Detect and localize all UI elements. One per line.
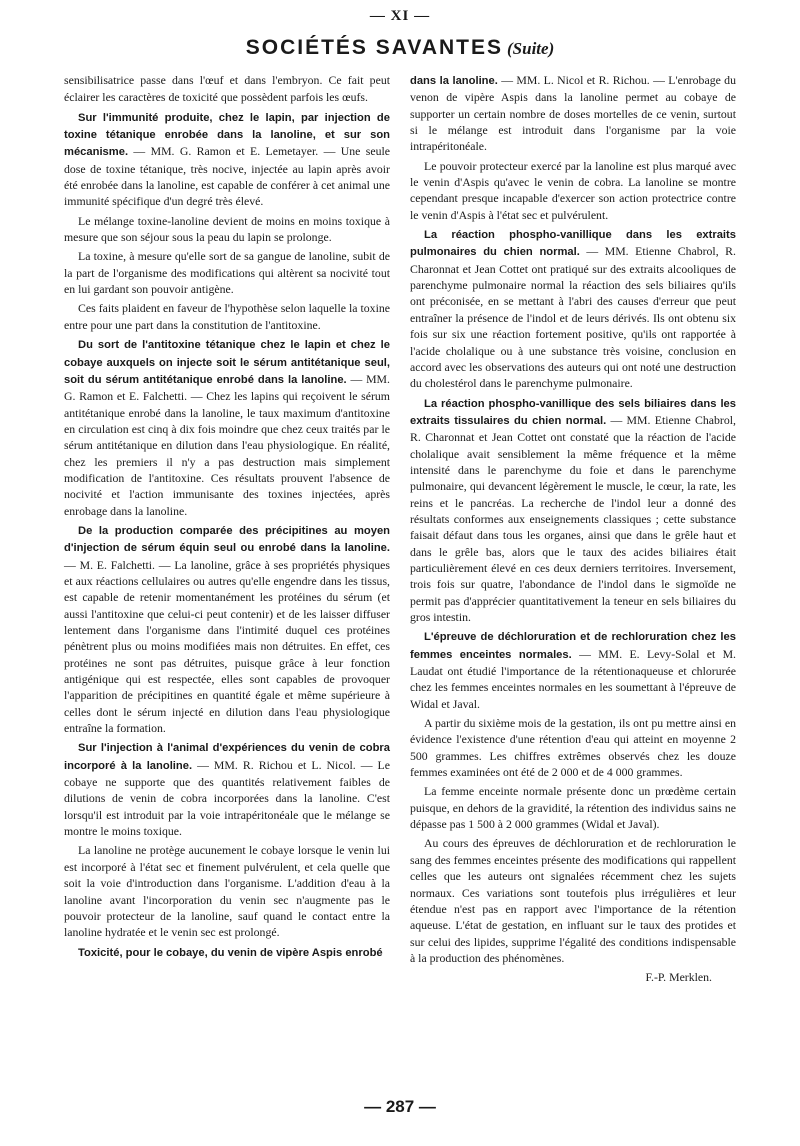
paragraph: Le pouvoir protecteur exercé par la lanoline est plus marqué avec le venin d'Aspis qu'avec le venin de cobra. La lanoline se montre cependant presque incapable d'exercer son action protectrice contre le venin d'Aspis à l'état sec et pulvérulent. (410, 158, 736, 222)
paragraph: sensibilisatrice passe dans l'œuf et dans l'embryon. Ce fait peut éclairer les caractères de toxicité que possèdent parfois les œufs. (64, 73, 390, 105)
article-heading: La réaction phospho-vanillique des sels biliaires dans les extraits tissulaires du chien normal. (410, 397, 736, 427)
article-heading: L'épreuve de déchloruration et de rechloruration chez les femmes enceintes normales. (410, 631, 736, 661)
paragraph: La réaction phospho-vanillique des sels biliaires dans les extraits tissulaires du chien normal. — MM. Etienne Chabrol, R. Charonnat et Jean Cottet ont constaté que la réaction de l'acide cholalique avait sensiblement la même fréquence et la même intensité dans le parenchyme du foie et dans le parenchyme pulmonaire, qui devancent légèrement le muscle, le cœur, la rate, les reins et le pancréas. La recherche de l'indol leur a donné des résultats conformes aux enseignements classiques ; cette substance faisait défaut dans tous les organes, ainsi que dans le grêle haut et dans le grêle bas, alors que le taux des acides biliaires était particulièrement élevé en ces deux derniers territoires. Inversement, trois fois sur quatre, l'abondance de l'indol dans le sigmoïde ne permit pas d'apprécier quantitativement la teneur en sels biliaires du gros intestin. (410, 397, 736, 624)
paragraph: La femme enceinte normale présente donc un prœdème certain puisque, en dehors de la gravidité, la rétention des individus sains ne dépasse pas 1 500 à 2 000 grammes (Widal et Javal). (410, 784, 736, 832)
paragraph: Le mélange toxine-lanoline devient de moins en moins toxique à mesure que son séjour sous la peau du lapin se prolonge. (64, 213, 390, 245)
paragraph: La réaction phospho-vanillique dans les extraits pulmonaires du chien normal. — MM. Etienne Chabrol, R. Charonnat et Jean Cottet ont pratiqué sur des extraits alcooliques de parenchyme pulmonaire normal la réaction des sels biliaires qu'ils ont préconisée, en se mettant à l'abri des causes d'erreur que peut entraîner la présence de l'indol et de leurs dérivés. Ils ont obtenu six fois sur six une réaction fortement positive, qu'ils ont rapportée à l'acide cholalique ou à une substance très voisine, conclusion en accord avec les observations des auteurs qui ont noté une destruction du cholestérol dans le parenchyme pulmonaire. (410, 229, 736, 391)
article-heading: dans la lanoline. (410, 75, 498, 87)
signature: F.-P. Merklen. (645, 970, 712, 985)
article-heading: Du sort de l'antitoxine tétanique chez le lapin et chez le cobaye auxquels on injecte soit le sérum antitétanique seul, soit du sérum antitétanique enrobé dans la lanoline. (64, 339, 390, 386)
article-heading: Sur l'immunité produite, chez le lapin, par injection de toxine tétanique enrobée dans la lanoline, et sur son mécanisme. (64, 111, 390, 159)
left-column (64, 72, 390, 964)
paragraph: Sur l'immunité produite, chez le lapin, par injection de toxine tétanique enrobée dans la lanoline, et sur son mécanisme. — MM. G. Ramon et E. Lemetayer. — Une seule dose de toxine tétanique, très nocive, injectée au lapin après avoir été enrobée dans la lanoline, est capable de conférer à cet animal une immunité spécifique d'un degré très élevé. (64, 111, 390, 209)
paragraph: La lanoline ne protège aucunement le cobaye lorsque le venin lui est incorporé à l'état sec et finement pulvérulent, et cela quelle que soit la voie d'introduction dans l'organisme. L'addition d'eau à la lanoline avant l'incorporation du venin sec n'augmente pas le pouvoir protecteur de la lanoline, sauf quand le contact entre la lanoline hydratée et le venin sec est prolongé. (64, 843, 390, 940)
paragraph: De la production comparée des précipitines au moyen d'injection de sérum équin seul ou enrobé dans la lanoline. — M. E. Falchetti. — La lanoline, grâce à ses propriétés physiques et aux réactions cellulaires ou autres qu'elle engendre dans les tissus, est capable de retenir momentanément les protéines du sérum (et aussi l'antitoxine que celui-ci peut contenir) et de les laisser diffuser lentement dans l'organisme dans l'intimité duquel ces protéines pénètrent plus ou moins modifiées mais non détruites. En effet, ces protéines ne sont pas détruites, puisque grâce à leur fonction antigénique qui est respectée, elles sont capables de provoquer l'apparition de précipitines en quantité égale et même supérieure à celles dont le sérum injecté en dilution dans l'eau physiologique entraîne la formation. (64, 524, 390, 736)
paragraph: Du sort de l'antitoxine tétanique chez le lapin et chez le cobaye auxquels on injecte soit le sérum antitétanique seul, soit du sérum antitétanique enrobé dans la lanoline. — MM. G. Ramon et E. Falchetti. — Chez les lapins qui reçoivent le sérum antitétanique enrobé dans la lanoline, le taux maximum d'antitoxine en circulation est cinq à dix fois moindre que chez ceux traités par le sérum antitétanique en dilution dans l'eau physiologique. En réalité, chez les premiers il n'y a pas destruction mais simplement modification de l'antitoxine. Ces résultats prouvent l'absence de nocivité et l'action immunisante des toxines injectées, après enrobage dans la lanoline. (64, 339, 390, 518)
article-heading: La réaction phospho-vanillique dans les extraits pulmonaires du chien normal. (410, 229, 736, 259)
article-heading: Sur l'injection à l'animal d'expériences du venin de cobra incorporé à la lanoline. (64, 742, 390, 772)
article-heading: Toxicité, pour le cobaye, du venin de vipère Aspis enrobé (78, 946, 383, 959)
paragraph: dans la lanoline. — MM. L. Nicol et R. Richou. — L'enrobage du venon de vipère Aspis dans la lanoline permet au cobaye de supporter un certain nombre de doses mortelles de ce venin, surtout si le mélange est introduit dans l'organisme par la voie intrapéritonéale. (410, 73, 736, 154)
roman-page-number: — XI — (369, 8, 431, 24)
title-suffix: (Suite) (507, 39, 555, 58)
paragraph: Ces faits plaident en faveur de l'hypothèse selon laquelle la toxine entre pour une part dans la constitution de l'antitoxine. (64, 301, 390, 332)
paragraph: L'épreuve de déchloruration et de rechloruration chez les femmes enceintes normales. — MM. E. Levy-Solal et M. Laudat ont étudié l'importance de la rétentionaqueuse et chlorurée chez les femmes enceintes normales en les soumettant à l'épreuve de Widal et Javal. (410, 631, 737, 711)
page-title (0, 36, 800, 60)
title-main: SOCIÉTÉS SAVANTES (245, 36, 504, 59)
page-number: — 287 — (364, 1097, 436, 1116)
article-heading: De la production comparée des précipitines au moyen d'injection de sérum équin seul ou enrobé dans la lanoline. (64, 524, 390, 555)
paragraph: Sur l'injection à l'animal d'expériences du venin de cobra incorporé à la lanoline. — MM. R. Richou et L. Nicol. — Le cobaye ne supporte que des quantités relativement faibles de dilutions de venin de cobra incorporées dans la lanoline. C'est lorsqu'il est introduit par la voie intrapéritonéale que le mélange se montre le moins toxique. (64, 742, 390, 839)
paragraph: Au cours des épreuves de déchloruration et de rechloruration le sang des femmes enceintes présente des modifications qui rappellent celles que les auteurs ont signalées récemment chez les sujets normaux. Ces variations sont toutefois plus irrégulières et leur étendue n'est pas en rapport avec l'importance de la rétention aqueuse. L'état de gestation, en influant sur le taux des protides et sur celui des lipides, supprime l'égalité des conditions indispensable à la production des phénomènes. (410, 836, 736, 965)
right-column (410, 72, 736, 989)
paragraph: A partir du sixième mois de la gestation, ils ont pu mettre ainsi en évidence l'existence d'une rétention d'eau qui atteint en moyenne 2 500 grammes. Les chiffres extrêmes observés chez les douze femmes examinées ont été de 2 000 et de 4 000 grammes. (410, 716, 736, 780)
paragraph: La toxine, à mesure qu'elle sort de sa gangue de lanoline, subit de la part de l'organisme des modifications qui altèrent sa nocivité tout en lui gardant son pouvoir antigène. (64, 249, 390, 297)
paragraph (64, 944, 390, 961)
